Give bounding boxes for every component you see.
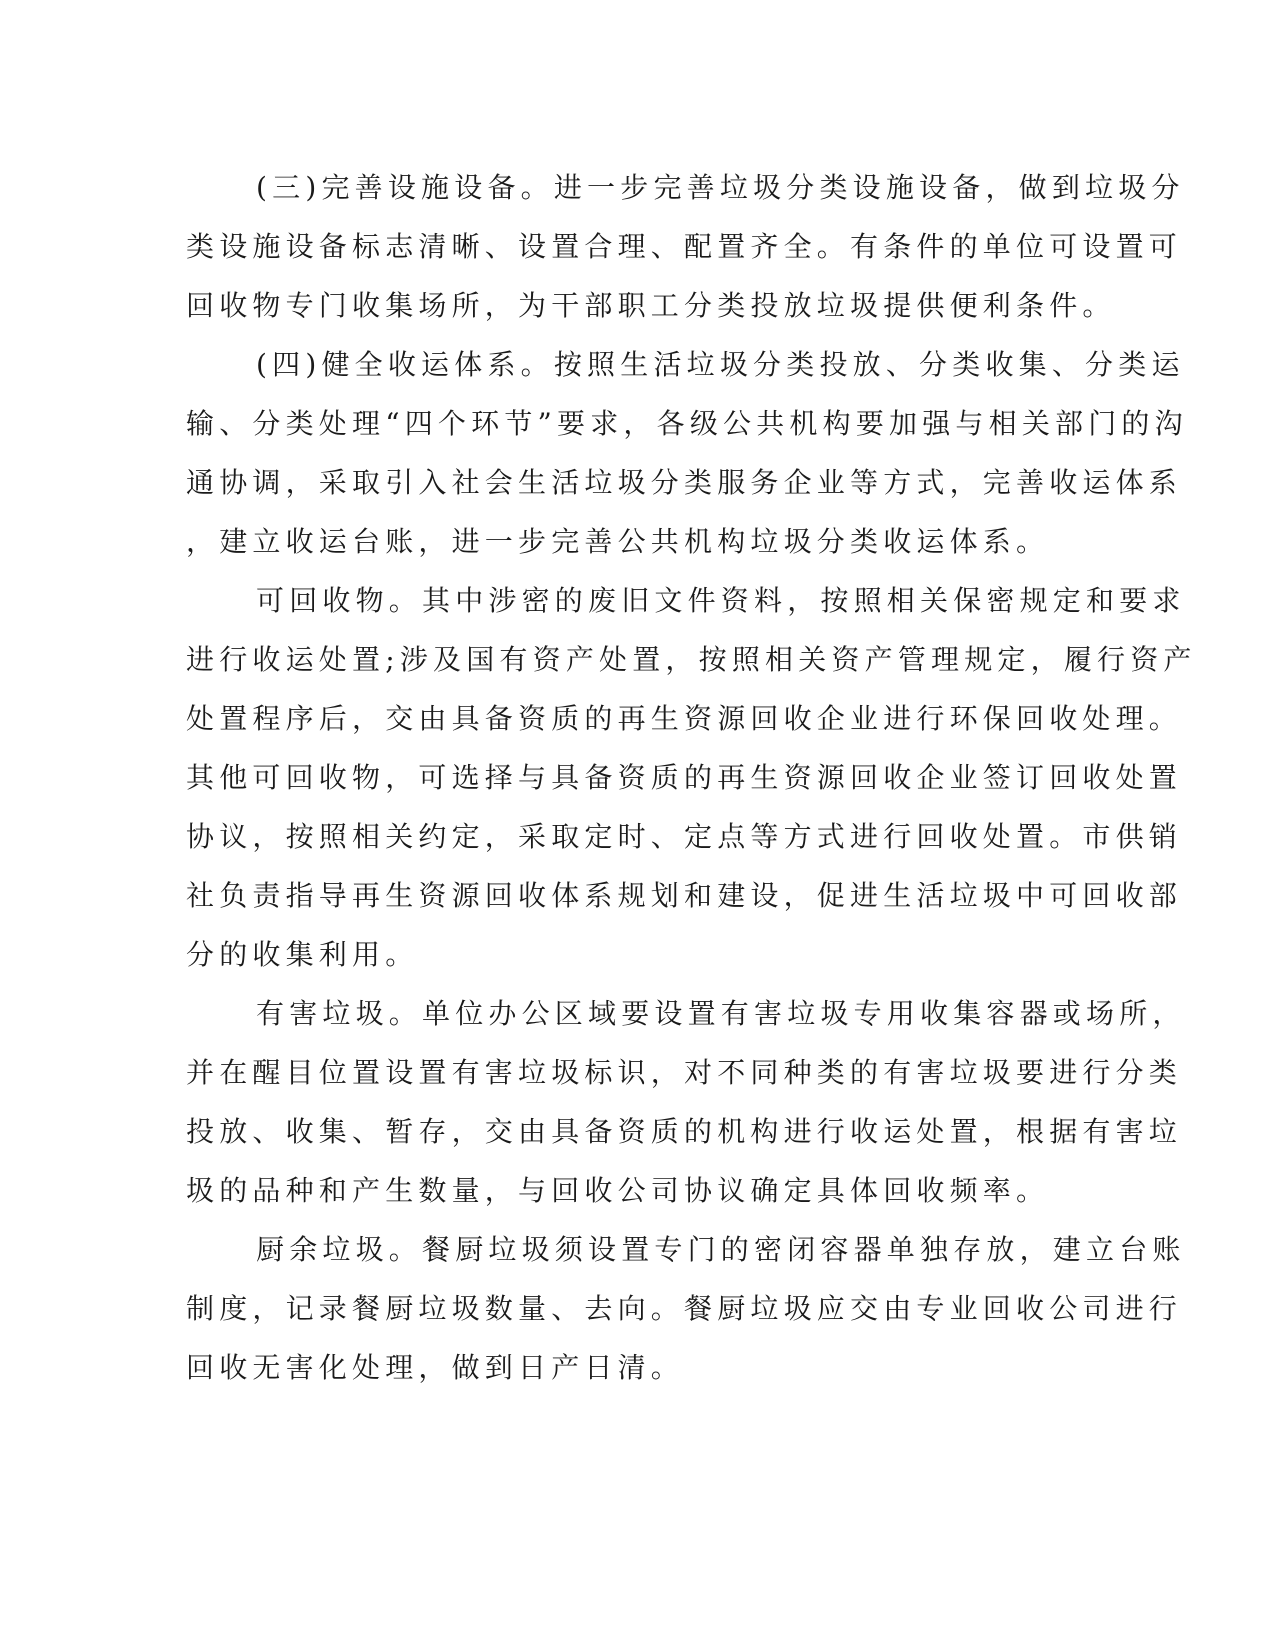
paragraph-hazardous-waste <box>186 984 1186 1220</box>
text-line: 处置程序后，交由具备资质的再生资源回收企业进行环保回收处理。 <box>186 702 1183 735</box>
text-line: 有害垃圾。单位办公区域要设置有害垃圾专用收集容器或场所， <box>256 997 1186 1030</box>
text-line: 其他可回收物，可选择与具备资质的再生资源回收企业签订回收处置 <box>186 761 1183 794</box>
text-line: 分的收集利用。 <box>186 938 419 971</box>
paragraph-recyclables <box>186 571 1197 984</box>
paragraph-collection-system <box>186 335 1188 571</box>
text-line: 制度，记录餐厨垃圾数量、去向。餐厨垃圾应交由专业回收公司进行 <box>186 1292 1183 1325</box>
text-line: 通协调，采取引入社会生活垃圾分类服务企业等方式，完善收运体系 <box>186 466 1183 499</box>
text-line: (四)健全收运体系。按照生活垃圾分类投放、分类收集、分类运 <box>256 348 1185 381</box>
text-line: (三)完善设施设备。进一步完善垃圾分类设施设备，做到垃圾分 <box>256 171 1185 204</box>
text-line: 进行收运处置;涉及国有资产处置，按照相关资产管理规定，履行资产 <box>186 643 1197 676</box>
text-line: 投放、收集、暂存，交由具备资质的机构进行收运处置，根据有害垃 <box>186 1115 1183 1148</box>
text-line: 回收物专门收集场所，为干部职工分类投放垃圾提供便利条件。 <box>186 289 1116 322</box>
document-body <box>186 158 1197 1397</box>
text-line: 并在醒目位置设置有害垃圾标识，对不同种类的有害垃圾要进行分类 <box>186 1056 1183 1089</box>
text-line: 社负责指导再生资源回收体系规划和建设，促进生活垃圾中可回收部 <box>186 879 1183 912</box>
text-line: 回收无害化处理，做到日产日清。 <box>186 1351 685 1384</box>
text-line: 类设施设备标志清晰、设置合理、配置齐全。有条件的单位可设置可 <box>186 230 1183 263</box>
text-line: 圾的品种和产生数量，与回收公司协议确定具体回收频率。 <box>186 1174 1050 1207</box>
text-line: 厨余垃圾。餐厨垃圾须设置专门的密闭容器单独存放，建立台账 <box>256 1233 1186 1266</box>
text-line: 可回收物。其中涉密的废旧文件资料，按照相关保密规定和要求 <box>256 584 1186 617</box>
text-line: ，建立收运台账，进一步完善公共机构垃圾分类收运体系。 <box>186 525 1050 558</box>
paragraph-kitchen-waste <box>186 1220 1186 1397</box>
text-line: 协议，按照相关约定，采取定时、定点等方式进行回收处置。市供销 <box>186 820 1183 853</box>
paragraph-facilities <box>186 158 1185 335</box>
text-line: 输、分类处理“四个环节”要求，各级公共机构要加强与相关部门的沟 <box>186 407 1188 440</box>
